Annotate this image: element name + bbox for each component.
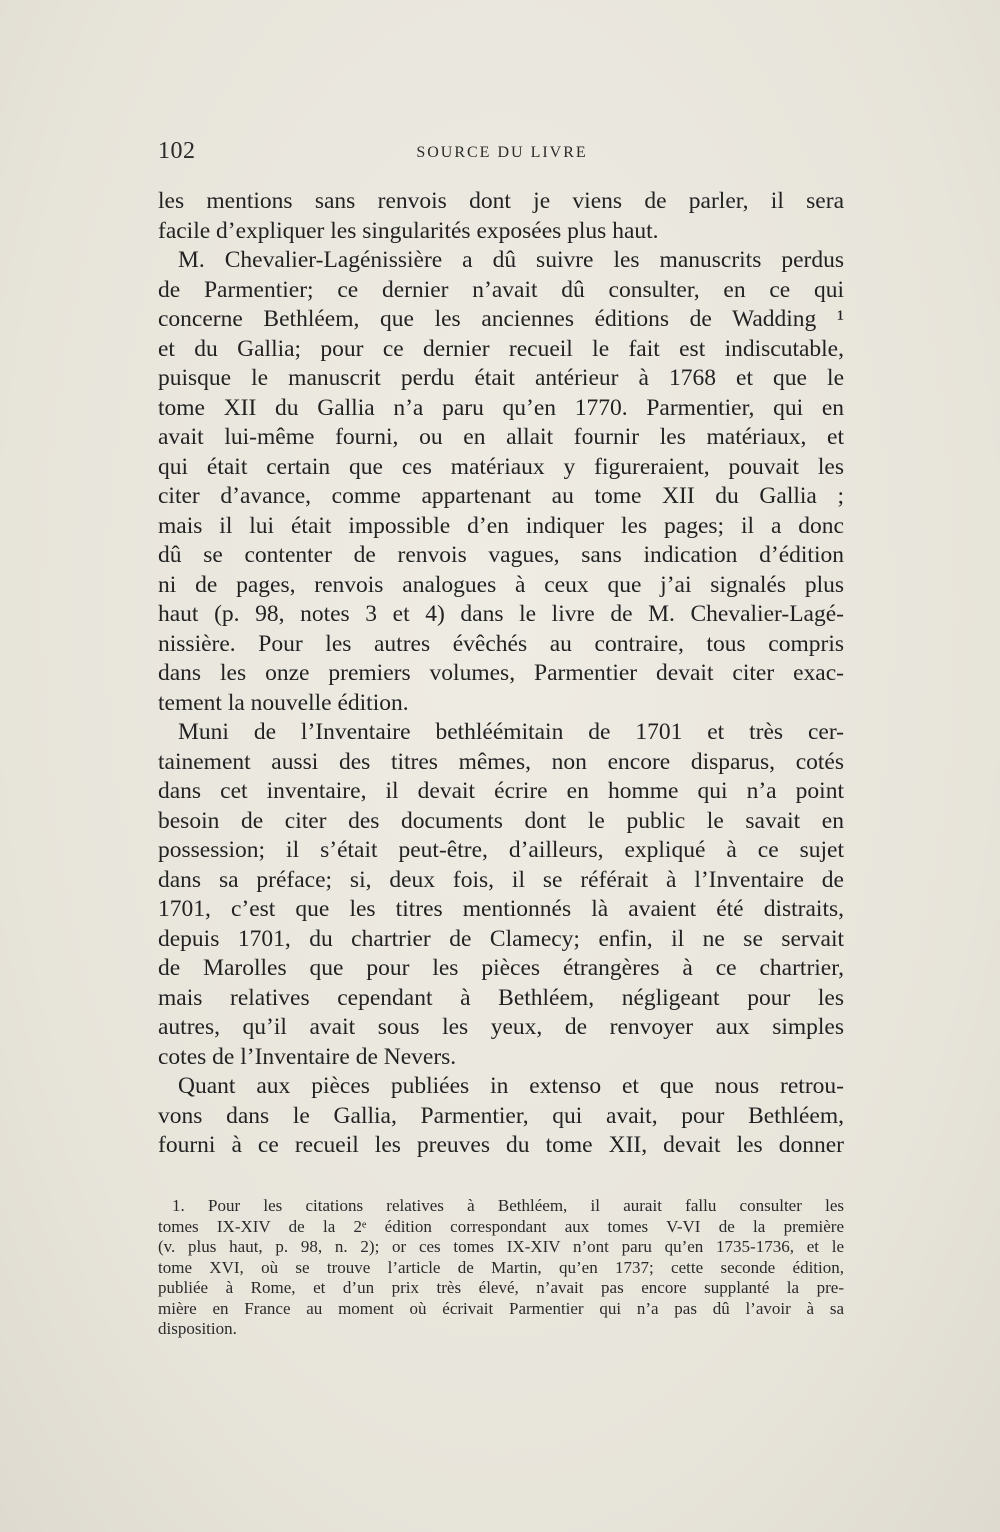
footnote-line: (v. plus haut, p. 98, n. 2); or ces tomes IX-XIV n’ont paru qu’en 1735-1736, et le <box>158 1237 844 1256</box>
text-line: vons dans le Gallia, Parmentier, qui avait, pour Bethléem, <box>158 1102 844 1129</box>
text-line: Muni de l’Inventaire bethléémitain de 1701 et très cer- <box>178 719 844 745</box>
text-line: dû se contenter de renvois vagues, sans indication d’édition <box>158 542 844 568</box>
text-line: depuis 1701, du chartrier de Clamecy; enfin, il ne se servait <box>158 925 844 952</box>
text-line: M. Chevalier-Lagénissière a dû suivre les manuscrits perdus <box>178 247 844 273</box>
text-line: facile d’expliquer les singularités exposées plus haut. <box>158 217 659 244</box>
text-line: dans sa préface; si, deux fois, il se référait à l’Inventaire de <box>158 866 844 893</box>
text-line: fourni à ce recueil les preuves du tome XII, devait les donner <box>158 1132 844 1158</box>
text-line: tainement aussi des titres mêmes, non encore disparus, cotés <box>158 748 844 775</box>
text-line: besoin de citer des documents dont le public le savait en <box>158 807 844 834</box>
text-line: Quant aux pièces publiées in extenso et que nous retrou- <box>178 1073 844 1099</box>
text-line: avait lui-même fourni, ou en allait fournir les matériaux, et <box>158 424 844 450</box>
text-line: tome XII du Gallia n’a paru qu’en 1770. Parmentier, qui en <box>158 394 844 421</box>
text-line: ni de pages, renvois analogues à ceux que j’ai signalés plus <box>158 571 844 598</box>
text-line: concerne Bethléem, que les anciennes éditions de Wadding ¹ <box>158 306 844 332</box>
text-line: mais il lui était impossible d’en indiquer les pages; il a donc <box>158 512 844 539</box>
text-line: autres, qu’il avait sous les yeux, de renvoyer aux simples <box>158 1014 844 1040</box>
text-line: cotes de l’Inventaire de Nevers. <box>158 1043 457 1070</box>
text-line: 1701, c’est que les titres mentionnés là avaient été distraits, <box>158 896 844 922</box>
page-header <box>158 138 846 168</box>
text-line: puisque le manuscrit perdu était antérieur à 1768 et que le <box>158 365 844 391</box>
text-line: de Parmentier; ce dernier n’avait dû consulter, en ce qui <box>158 276 844 303</box>
footnote-line: tome XVI, où se trouve l’article de Martin, qu’en 1737; cette seconde édition, <box>158 1257 844 1277</box>
text-line: et du Gallia; pour ce dernier recueil le fait est indiscutable, <box>158 335 844 362</box>
footnote-line: mière en France au moment où écrivait Parmentier qui n’a pas dû l’avoir à sa <box>158 1298 844 1318</box>
footnote-line: tomes IX-XIV de la 2ᵉ édition correspondant aux tomes V-VI de la première <box>158 1216 844 1236</box>
text-line: tement la nouvelle édition. <box>158 689 409 716</box>
text-line: mais relatives cependant à Bethléem, négligeant pour les <box>158 984 844 1011</box>
footnote-line: 1. Pour les citations relatives à Bethléem, il aurait fallu consulter les <box>172 1196 844 1215</box>
text-line: de Marolles que pour les pièces étrangères à ce chartrier, <box>158 955 844 981</box>
footnote-line: disposition. <box>158 1319 237 1338</box>
text-line: les mentions sans renvois dont je viens de parler, il sera <box>158 188 844 214</box>
text-line: nissière. Pour les autres évêchés au contraire, tous compris <box>158 630 844 657</box>
text-line: qui était certain que ces matériaux y figureraient, pouvait les <box>158 453 844 480</box>
text-line: possession; il s’était peut-être, d’ailleurs, expliqué à ce sujet <box>158 837 844 863</box>
footnotes <box>158 1196 844 1340</box>
running-title: SOURCE DU LIVRE <box>416 144 588 161</box>
text-line: haut (p. 98, notes 3 et 4) dans le livre de M. Chevalier-Lagé- <box>158 601 844 627</box>
text-line: citer d’avance, comme appartenant au tome XII du Gallia ; <box>158 483 844 509</box>
text-line: dans cet inventaire, il devait écrire en homme qui n’a point <box>158 778 844 804</box>
main-text <box>158 187 844 1161</box>
footnote-line: publiée à Rome, et d’un prix très élevé, n’avait pas encore supplanté la pre- <box>158 1278 844 1297</box>
page-number: 102 <box>158 138 196 164</box>
text-line: dans les onze premiers volumes, Parmentier devait citer exac- <box>158 660 844 686</box>
